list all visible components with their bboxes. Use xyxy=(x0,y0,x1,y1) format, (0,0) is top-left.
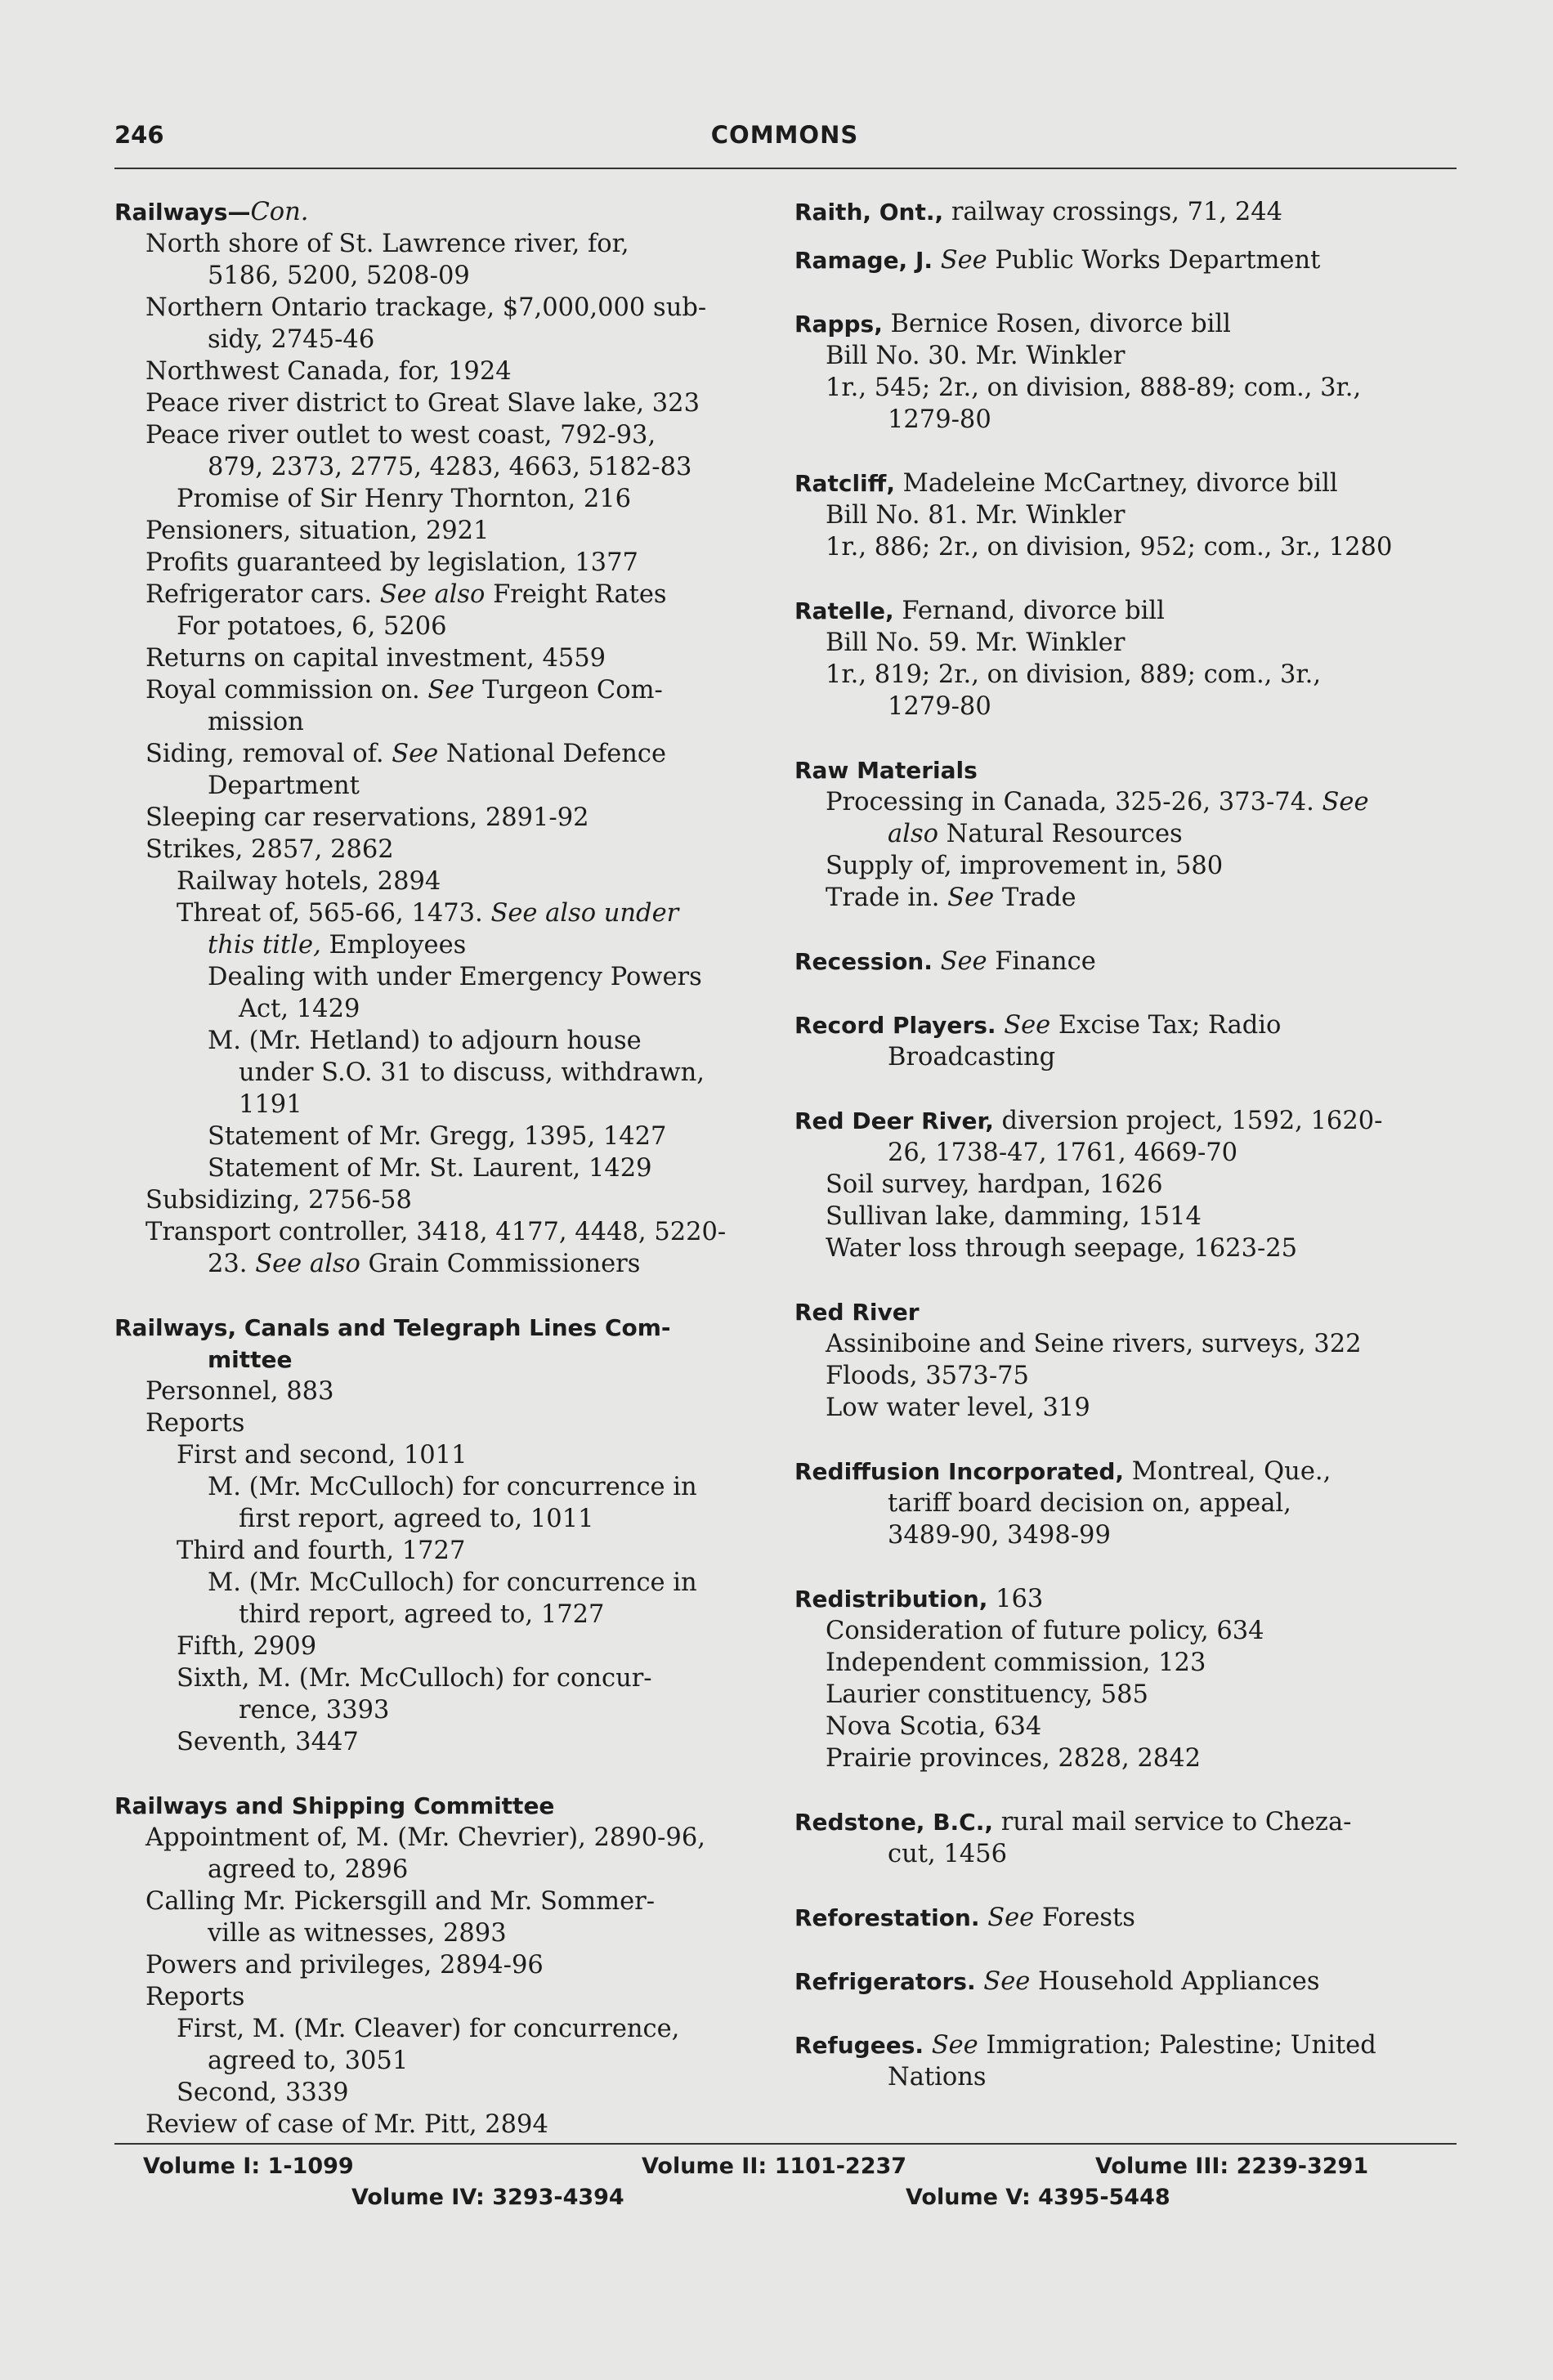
entry-heading: Railways—Con. xyxy=(114,198,309,226)
entry-line: tariff board decision on, appeal, xyxy=(888,1489,1291,1518)
volume-range: Volume III: 2239-3291 xyxy=(1095,2154,1369,2179)
entry-line: Consideration of future policy, 634 xyxy=(826,1617,1264,1645)
entry-line: under S.O. 31 to discuss, withdrawn, xyxy=(239,1058,705,1087)
entry-line: Calling Mr. Pickersgill and Mr. Sommer- xyxy=(145,1887,656,1916)
entry-line: North shore of St. Lawrence river, for, xyxy=(145,230,629,258)
entry-line: Department xyxy=(208,772,360,800)
entry-line: Reports xyxy=(145,1983,245,2011)
entry-heading: Railways and Shipping Committee xyxy=(114,1792,555,1819)
entry-line: Nations xyxy=(888,2063,987,2091)
entry-line: Trade in. See Trade xyxy=(826,884,1076,912)
entry-line: Statement of Mr. Gregg, 1395, 1427 xyxy=(208,1122,667,1151)
page-number: 246 xyxy=(114,121,164,149)
entry-heading: Raith, Ont., railway crossings, 71, 244 xyxy=(794,198,1283,226)
volume-footer xyxy=(114,2151,1455,2213)
entry-line: Peace river outlet to west coast, 792-93, xyxy=(145,421,656,450)
entry-line: Processing in Canada, 325-26, 373-74. See xyxy=(826,788,1369,816)
entry-line: 1r., 819; 2r., on division, 889; com., 3r., xyxy=(826,660,1322,689)
entry-line: Bill No. 59. Mr. Winkler xyxy=(826,629,1126,657)
entry-line: Laurier constituency, 585 xyxy=(826,1680,1148,1709)
volume-range: Volume I: 1-1099 xyxy=(143,2154,354,2179)
entry-line: 879, 2373, 2775, 4283, 4663, 5182-83 xyxy=(208,453,692,481)
entry-heading: Raw Materials xyxy=(794,757,978,784)
entry-line: Royal commission on. See Turgeon Com- xyxy=(145,676,663,705)
entry-line: Seventh, 3447 xyxy=(177,1728,359,1756)
entry-line: Nova Scotia, 634 xyxy=(826,1712,1042,1741)
entry-line: For potatoes, 6, 5206 xyxy=(177,612,447,641)
entry-line: ville as witnesses, 2893 xyxy=(208,1919,507,1948)
entry-line: Second, 3339 xyxy=(177,2078,349,2107)
running-title: COMMONS xyxy=(710,121,859,149)
entry-line: First and second, 1011 xyxy=(177,1441,468,1470)
entry-heading: Redistribution, 163 xyxy=(794,1585,1044,1613)
entry-line: Pensioners, situation, 2921 xyxy=(145,517,490,545)
entry-heading: Red River xyxy=(794,1299,920,1326)
entry-line: 3489-90, 3498-99 xyxy=(888,1521,1111,1550)
entry-line: 1r., 886; 2r., on division, 952; com., 3r., 1280 xyxy=(826,533,1393,561)
entry-line: Water loss through seepage, 1623-25 xyxy=(826,1234,1298,1263)
entry-line: Sleeping car reservations, 2891-92 xyxy=(145,803,589,832)
entry-line: 23. See also Grain Commissioners xyxy=(208,1250,641,1278)
entry-line: agreed to, 2896 xyxy=(208,1855,409,1884)
volume-range: Volume IV: 3293-4394 xyxy=(351,2185,624,2210)
page-header xyxy=(114,121,1455,163)
entry-line: Returns on capital investment, 4559 xyxy=(145,644,606,673)
entry-line: also Natural Resources xyxy=(888,820,1183,848)
entry-heading: Recession. See Finance xyxy=(794,947,1096,976)
entry-line: Personnel, 883 xyxy=(145,1377,334,1406)
entry-line: Act, 1429 xyxy=(239,995,360,1023)
entry-line: Threat of, 565-66, 1473. See also under xyxy=(177,899,679,928)
entry-line: cut, 1456 xyxy=(888,1840,1007,1868)
entry-heading: Ratelle, Fernand, divorce bill xyxy=(794,597,1165,625)
entry-heading: Refrigerators. See Household Appliances xyxy=(794,1967,1320,1996)
entry-line: 1191 xyxy=(239,1090,302,1119)
entry-line: Promise of Sir Henry Thornton, 216 xyxy=(177,485,632,513)
entry-line: Dealing with under Emergency Powers xyxy=(208,963,702,991)
left-column xyxy=(114,196,764,2141)
entry-line: Powers and privileges, 2894-96 xyxy=(145,1951,544,1980)
entry-line: 1279-80 xyxy=(888,405,991,434)
entry-line: Profits guaranteed by legislation, 1377 xyxy=(145,548,638,577)
entry-line: 1279-80 xyxy=(888,692,991,721)
right-column xyxy=(794,196,1444,2093)
footer-rule xyxy=(114,2143,1457,2145)
entry-line: Low water level, 319 xyxy=(826,1394,1090,1422)
entry-line: Northern Ontario trackage, $7,000,000 sub- xyxy=(145,293,707,322)
entry-line: 5186, 5200, 5208-09 xyxy=(208,262,470,290)
entry-heading: Rediffusion Incorporated, Montreal, Que., xyxy=(794,1457,1331,1486)
entry-heading: mittee xyxy=(208,1346,293,1373)
entry-line: Transport controller, 3418, 4177, 4448, 5220- xyxy=(145,1218,727,1246)
entry-heading: Railways, Canals and Telegraph Lines Com- xyxy=(114,1314,671,1341)
entry-line: agreed to, 3051 xyxy=(208,2047,409,2075)
entry-line: Refrigerator cars. See also Freight Rates xyxy=(145,580,667,609)
entry-heading: Red Deer River, diversion project, 1592, 1620- xyxy=(794,1107,1383,1135)
entry-line: M. (Mr. McCulloch) for concurrence in xyxy=(208,1568,697,1597)
entry-line: mission xyxy=(208,708,304,736)
entry-line: first report, agreed to, 1011 xyxy=(239,1505,594,1533)
entry-line: Northwest Canada, for, 1924 xyxy=(145,357,512,386)
entry-line: 26, 1738-47, 1761, 4669-70 xyxy=(888,1139,1238,1167)
entry-line: rence, 3393 xyxy=(239,1696,390,1725)
entry-line: Supply of, improvement in, 580 xyxy=(826,852,1224,880)
entry-line: sidy, 2745-46 xyxy=(208,325,375,354)
entry-line: M. (Mr. McCulloch) for concurrence in xyxy=(208,1473,697,1501)
entry-line: Assiniboine and Seine rivers, surveys, 322 xyxy=(826,1330,1362,1358)
entry-line: third report, agreed to, 1727 xyxy=(239,1600,605,1629)
entry-line: Statement of Mr. St. Laurent, 1429 xyxy=(208,1154,652,1183)
entry-heading: Redstone, B.C., rural mail service to Cheza- xyxy=(794,1808,1352,1836)
entry-line: Strikes, 2857, 2862 xyxy=(145,835,394,864)
entry-line: Fifth, 2909 xyxy=(177,1632,317,1661)
entry-line: First, M. (Mr. Cleaver) for concurrence, xyxy=(177,2015,680,2043)
entry-line: Sixth, M. (Mr. McCulloch) for concur- xyxy=(177,1664,652,1693)
entry-heading: Refugees. See Immigration; Palestine; United xyxy=(794,2031,1376,2060)
entry-line: Floods, 3573-75 xyxy=(826,1362,1029,1390)
entry-line: Sullivan lake, damming, 1514 xyxy=(826,1202,1202,1231)
volume-range: Volume V: 4395-5448 xyxy=(906,2185,1170,2210)
header-rule xyxy=(114,168,1457,169)
entry-line: Bill No. 30. Mr. Winkler xyxy=(826,342,1126,370)
entry-line: Siding, removal of. See National Defence xyxy=(145,740,667,768)
entry-line: M. (Mr. Hetland) to adjourn house xyxy=(208,1027,642,1055)
entry-line: Reports xyxy=(145,1409,245,1438)
entry-line: Independent commission, 123 xyxy=(826,1649,1206,1677)
entry-heading: Ratcliff, Madeleine McCartney, divorce bill xyxy=(794,469,1338,498)
entry-line: Bill No. 81. Mr. Winkler xyxy=(826,501,1126,530)
entry-line: 1r., 545; 2r., on division, 888-89; com., 3r., xyxy=(826,374,1362,402)
entry-heading: Record Players. See Excise Tax; Radio xyxy=(794,1011,1282,1040)
entry-line: this title, Employees xyxy=(208,931,467,960)
entry-line: Review of case of Mr. Pitt, 2894 xyxy=(145,2110,548,2139)
volume-range: Volume II: 1101-2237 xyxy=(642,2154,907,2179)
entry-line: Broadcasting xyxy=(888,1043,1056,1071)
entry-line: Railway hotels, 2894 xyxy=(177,867,441,896)
entry-line: Appointment of, M. (Mr. Chevrier), 2890-96, xyxy=(145,1823,705,1852)
entry-line: Subsidizing, 2756-58 xyxy=(145,1186,412,1215)
entry-line: Prairie provinces, 2828, 2842 xyxy=(826,1744,1202,1773)
entry-line: Third and fourth, 1727 xyxy=(177,1537,466,1565)
entry-heading: Ramage, J. See Public Works Department xyxy=(794,246,1321,275)
entry-line: Peace river district to Great Slave lake, 323 xyxy=(145,389,700,418)
entry-line: Soil survey, hardpan, 1626 xyxy=(826,1170,1163,1199)
entry-heading: Reforestation. See Forests xyxy=(794,1904,1135,1932)
entry-heading: Rapps, Bernice Rosen, divorce bill xyxy=(794,310,1231,338)
